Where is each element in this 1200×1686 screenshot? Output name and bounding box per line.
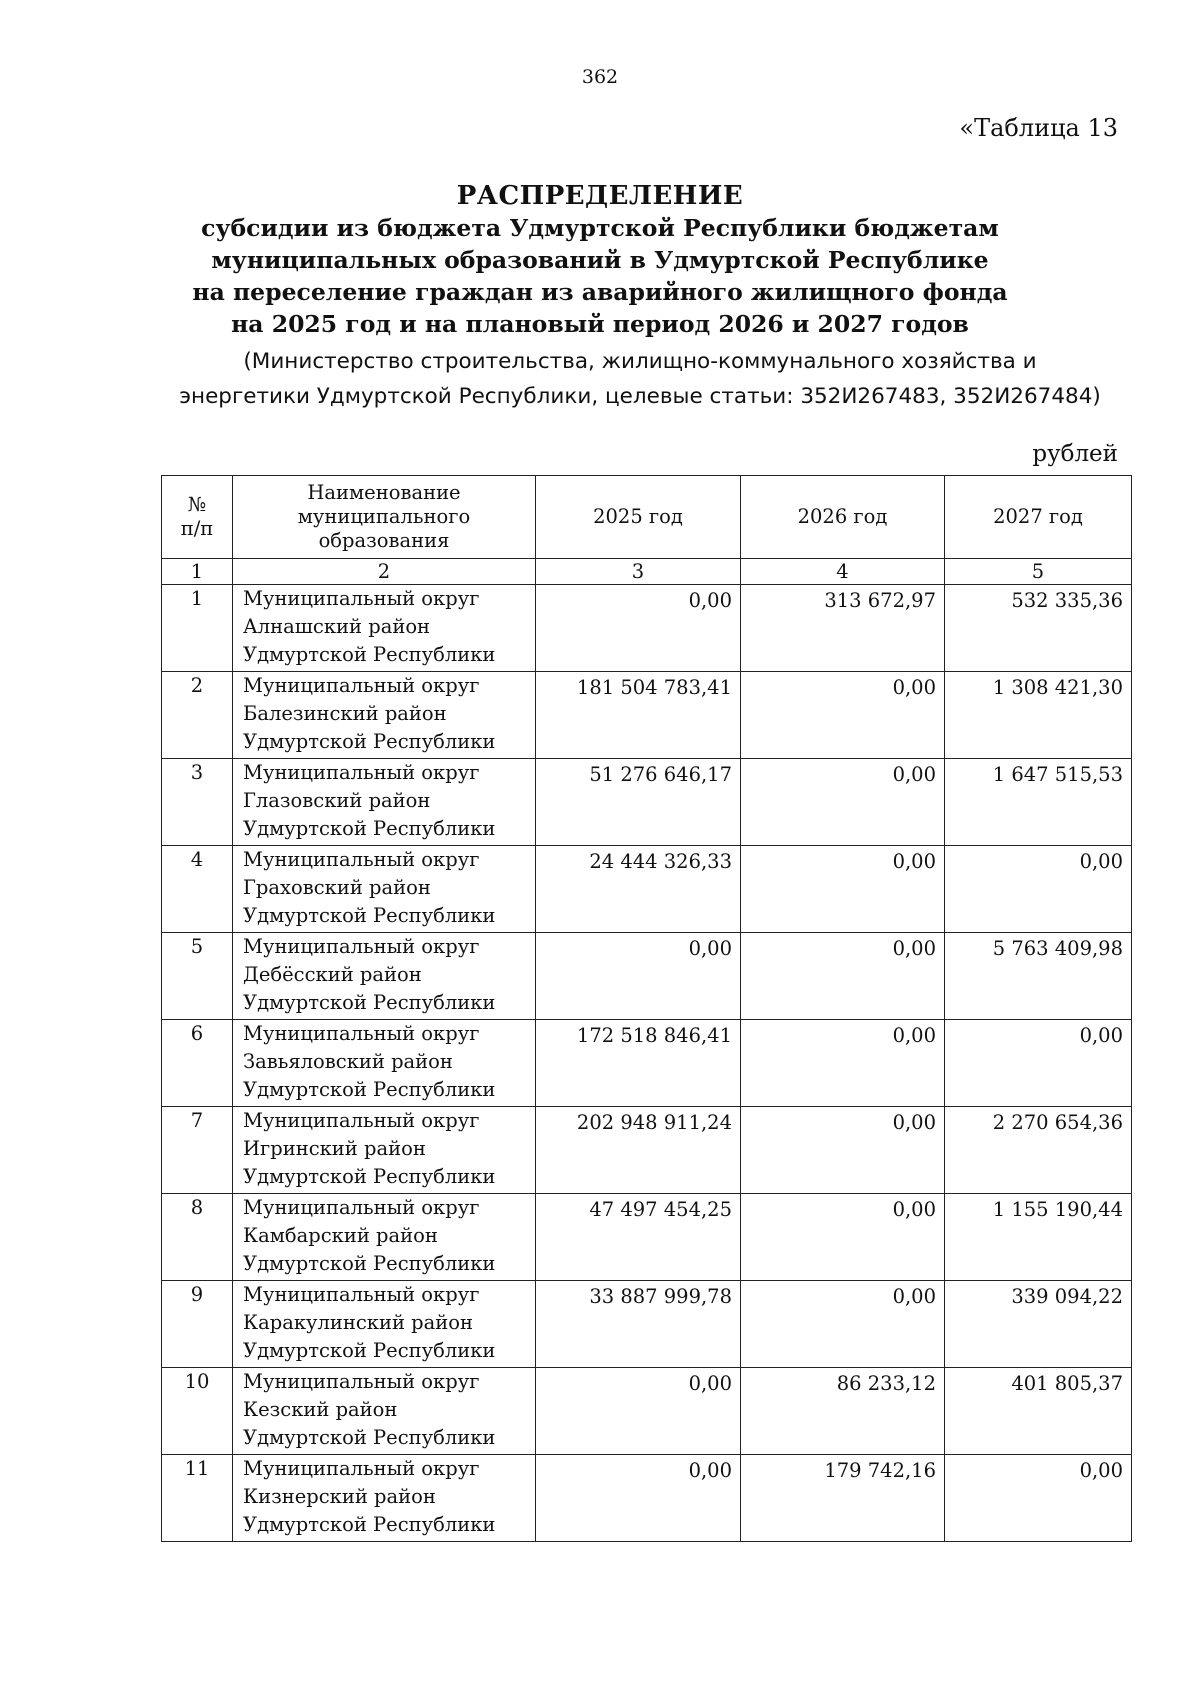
column-number: 2 [233, 559, 536, 585]
municipality-name-line: Муниципальный округ [243, 935, 480, 958]
amount-2027: 1 647 515,53 [945, 759, 1132, 846]
municipality-name-line: Муниципальный округ [243, 761, 480, 784]
table-reference: «Таблица 13 [959, 114, 1118, 142]
municipality-name [233, 1368, 536, 1455]
table-row [162, 933, 1132, 1020]
municipality-name-line: Удмуртской Республики [243, 817, 496, 840]
municipality-name [233, 1020, 536, 1107]
header-name-line: Наименование [307, 481, 461, 504]
amount-2027: 0,00 [945, 1020, 1132, 1107]
municipality-name-line: Удмуртской Республики [243, 730, 496, 753]
amount-2026: 86 233,12 [741, 1368, 945, 1455]
amount-2026: 0,00 [741, 1020, 945, 1107]
municipality-name [233, 933, 536, 1020]
row-number: 7 [162, 1107, 233, 1194]
table-row [162, 672, 1132, 759]
amount-2026: 0,00 [741, 672, 945, 759]
amount-2025: 0,00 [536, 585, 741, 672]
header-number [162, 476, 233, 559]
municipality-name [233, 1455, 536, 1542]
municipality-name-line: Муниципальный округ [243, 587, 480, 610]
ministry-line: (Министерство строительства, жилищно-коммунального хозяйства и [243, 349, 1037, 374]
column-number: 3 [536, 559, 741, 585]
row-number: 10 [162, 1368, 233, 1455]
amount-2027: 339 094,22 [945, 1281, 1132, 1368]
document-title: РАСПРЕДЕЛЕНИЕ [456, 181, 744, 211]
amount-2026: 0,00 [741, 759, 945, 846]
municipality-name-line: Камбарский район [243, 1224, 438, 1247]
column-number: 1 [162, 559, 233, 585]
header-name [233, 476, 536, 559]
ministry-line: энергетики Удмуртской Республики, целевые статьи: 352И267483, 352И267484) [179, 384, 1101, 409]
amount-2027: 2 270 654,36 [945, 1107, 1132, 1194]
municipality-name [233, 759, 536, 846]
column-number: 4 [741, 559, 945, 585]
table-row [162, 1020, 1132, 1107]
units-label: рублей [1032, 441, 1118, 467]
amount-2026: 0,00 [741, 933, 945, 1020]
amount-2027: 532 335,36 [945, 585, 1132, 672]
table-row [162, 585, 1132, 672]
amount-2027: 1 155 190,44 [945, 1194, 1132, 1281]
table-header-row [162, 476, 1132, 559]
column-number-row [162, 559, 1132, 585]
amount-2026: 0,00 [741, 1107, 945, 1194]
amount-2025: 0,00 [536, 1455, 741, 1542]
municipality-name-line: Балезинский район [243, 702, 447, 725]
municipality-name-line: Каракулинский район [243, 1311, 474, 1334]
row-number: 5 [162, 933, 233, 1020]
municipality-name [233, 1194, 536, 1281]
table-row [162, 1281, 1132, 1368]
amount-2025: 24 444 326,33 [536, 846, 741, 933]
header-name-line: муниципального [297, 505, 471, 528]
municipality-name-line: Удмуртской Республики [243, 1165, 496, 1188]
municipality-name-line: Муниципальный округ [243, 1109, 480, 1132]
municipality-name-line: Кезский район [243, 1398, 398, 1421]
amount-2025: 172 518 846,41 [536, 1020, 741, 1107]
row-number: 1 [162, 585, 233, 672]
municipality-name-line: Удмуртской Республики [243, 991, 496, 1014]
amount-2027: 1 308 421,30 [945, 672, 1132, 759]
municipality-name [233, 846, 536, 933]
municipality-name-line: Муниципальный округ [243, 1370, 480, 1393]
document-heading [0, 180, 1200, 340]
amount-2026: 0,00 [741, 846, 945, 933]
amount-2026: 179 742,16 [741, 1455, 945, 1542]
municipality-name-line: Удмуртской Республики [243, 904, 496, 927]
distribution-table [161, 475, 1132, 1542]
row-number: 11 [162, 1455, 233, 1542]
amount-2027: 5 763 409,98 [945, 933, 1132, 1020]
municipality-name-line: Удмуртской Республики [243, 643, 496, 666]
municipality-name-line: Муниципальный округ [243, 1022, 480, 1045]
municipality-name [233, 672, 536, 759]
amount-2026: 0,00 [741, 1281, 945, 1368]
header-2027: 2027 год [945, 476, 1132, 559]
subtitle-line: на переселение граждан из аварийного жилищного фонда [192, 278, 1008, 306]
amount-2025: 33 887 999,78 [536, 1281, 741, 1368]
header-2025: 2025 год [536, 476, 741, 559]
subtitle-line: муниципальных образований в Удмуртской Республике [211, 246, 989, 274]
amount-2025: 181 504 783,41 [536, 672, 741, 759]
table-row [162, 759, 1132, 846]
amount-2025: 51 276 646,17 [536, 759, 741, 846]
amount-2026: 313 672,97 [741, 585, 945, 672]
municipality-name-line: Завьяловский район [243, 1050, 453, 1073]
subtitle-line: субсидии из бюджета Удмуртской Республики бюджетам [201, 214, 999, 242]
municipality-name-line: Удмуртской Республики [243, 1513, 496, 1536]
municipality-name [233, 1281, 536, 1368]
municipality-name [233, 585, 536, 672]
municipality-name-line: Муниципальный округ [243, 1457, 480, 1480]
municipality-name-line: Муниципальный округ [243, 1196, 480, 1219]
row-number: 9 [162, 1281, 233, 1368]
table-row [162, 1194, 1132, 1281]
subtitle-line: на 2025 год и на плановый период 2026 и 2027 годов [231, 310, 969, 338]
amount-2025: 0,00 [536, 933, 741, 1020]
header-number-line: № [187, 493, 207, 516]
municipality-name-line: Муниципальный округ [243, 848, 480, 871]
table-row [162, 1455, 1132, 1542]
header-number-line: п/п [180, 517, 214, 540]
row-number: 3 [162, 759, 233, 846]
row-number: 2 [162, 672, 233, 759]
row-number: 8 [162, 1194, 233, 1281]
row-number: 4 [162, 846, 233, 933]
amount-2026: 0,00 [741, 1194, 945, 1281]
page-number: 362 [581, 66, 619, 88]
column-number: 5 [945, 559, 1132, 585]
municipality-name-line: Игринский район [243, 1137, 426, 1160]
row-number: 6 [162, 1020, 233, 1107]
header-name-line: образования [318, 529, 450, 552]
table-row [162, 1368, 1132, 1455]
header-2026: 2026 год [741, 476, 945, 559]
amount-2025: 0,00 [536, 1368, 741, 1455]
municipality-name-line: Муниципальный округ [243, 674, 480, 697]
municipality-name-line: Глазовский район [243, 789, 431, 812]
municipality-name-line: Алнашский район [243, 615, 431, 638]
table-row [162, 846, 1132, 933]
municipality-name-line: Удмуртской Республики [243, 1252, 496, 1275]
table-row [162, 1107, 1132, 1194]
municipality-name-line: Удмуртской Республики [243, 1426, 496, 1449]
municipality-name-line: Муниципальный округ [243, 1283, 480, 1306]
municipality-name-line: Граховский район [243, 876, 431, 899]
municipality-name-line: Удмуртской Республики [243, 1339, 496, 1362]
ministry-note [140, 344, 1140, 414]
municipality-name [233, 1107, 536, 1194]
amount-2025: 202 948 911,24 [536, 1107, 741, 1194]
municipality-name-line: Дебёсский район [243, 963, 422, 986]
municipality-name-line: Кизнерский район [243, 1485, 436, 1508]
amount-2027: 0,00 [945, 846, 1132, 933]
amount-2025: 47 497 454,25 [536, 1194, 741, 1281]
municipality-name-line: Удмуртской Республики [243, 1078, 496, 1101]
amount-2027: 401 805,37 [945, 1368, 1132, 1455]
amount-2027: 0,00 [945, 1455, 1132, 1542]
